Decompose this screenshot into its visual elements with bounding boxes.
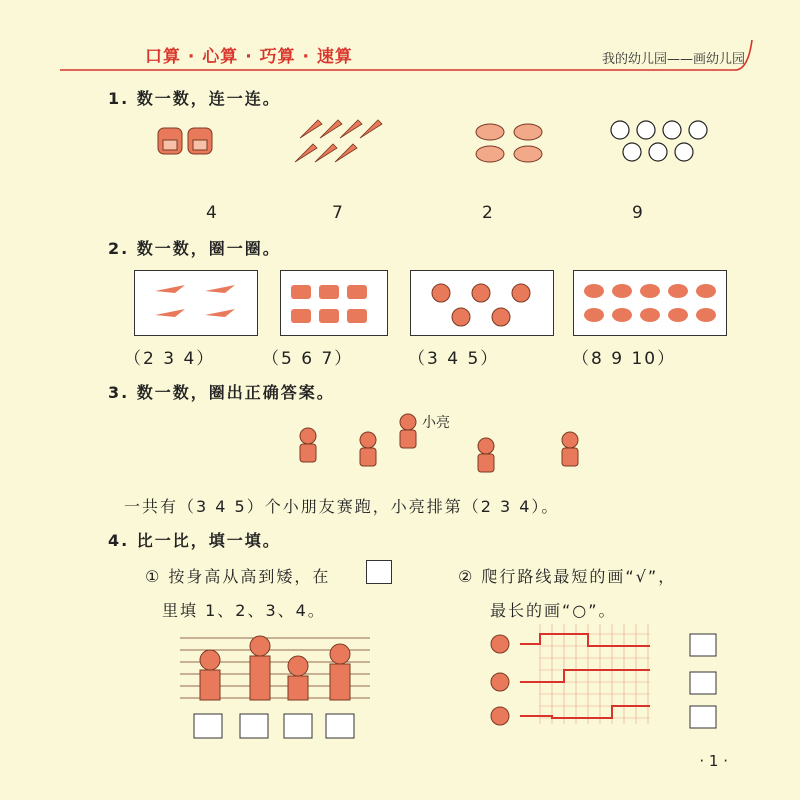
q1-number-3[interactable]: 2 xyxy=(482,203,493,223)
q4-snail-path-illustration xyxy=(480,624,730,734)
q2-option-1[interactable]: （2 3 4） xyxy=(124,349,216,369)
q1-title: 1. 数一数，连一连。 xyxy=(108,89,281,108)
cap-icon xyxy=(476,124,542,162)
q1-illustrations xyxy=(150,110,740,170)
q4-example-answer-box xyxy=(366,560,392,584)
q2-box-clocks xyxy=(410,270,554,336)
q1-number-4[interactable]: 9 xyxy=(632,203,643,223)
q4-part1-line1: ① 按身高从高到矮，在 xyxy=(145,567,331,586)
page-number: · 1 · xyxy=(699,752,728,770)
q3-sentence[interactable]: 一共有（3 4 5）个小朋友赛跑，小亮排第（2 3 4）。 xyxy=(124,497,560,516)
football-icon xyxy=(611,121,707,161)
q2-box-cups xyxy=(280,270,388,336)
header-chapter-title: 我的幼儿园——画幼儿园 xyxy=(601,52,745,67)
q3-title: 3. 数一数，圈出正确答案。 xyxy=(108,383,335,402)
q4-title: 4. 比一比，填一填。 xyxy=(108,531,281,550)
carrot-icon xyxy=(295,120,382,162)
q3-xiaoliang-label: 小亮 xyxy=(422,415,450,431)
height-answer-box xyxy=(194,714,354,738)
q4-part2-line1: ② 爬行路线最短的画“√”， xyxy=(458,567,677,586)
q2-box-birds xyxy=(134,270,258,336)
header-series-title: 口算 · 心算 · 巧算 · 速算 xyxy=(145,47,353,67)
q2-box-butterflies xyxy=(573,270,727,336)
path-answer-box xyxy=(690,634,716,728)
q2-title: 2. 数一数，圈一圈。 xyxy=(108,239,281,258)
q2-option-4[interactable]: （8 9 10） xyxy=(572,349,677,369)
q1-number-1[interactable]: 4 xyxy=(206,203,217,223)
q3-runners-illustration xyxy=(280,410,600,485)
backpack-icon xyxy=(158,128,212,154)
q4-height-chart-illustration xyxy=(180,628,370,740)
q4-part1-line2: 里填 1、2、3、4。 xyxy=(162,601,326,620)
q1-number-2[interactable]: 7 xyxy=(332,203,343,223)
header-rule xyxy=(0,0,800,90)
q2-option-2[interactable]: （5 6 7） xyxy=(262,349,354,369)
q4-part2-line2: 最长的画“○”。 xyxy=(490,601,617,620)
q2-option-3[interactable]: （3 4 5） xyxy=(408,349,500,369)
